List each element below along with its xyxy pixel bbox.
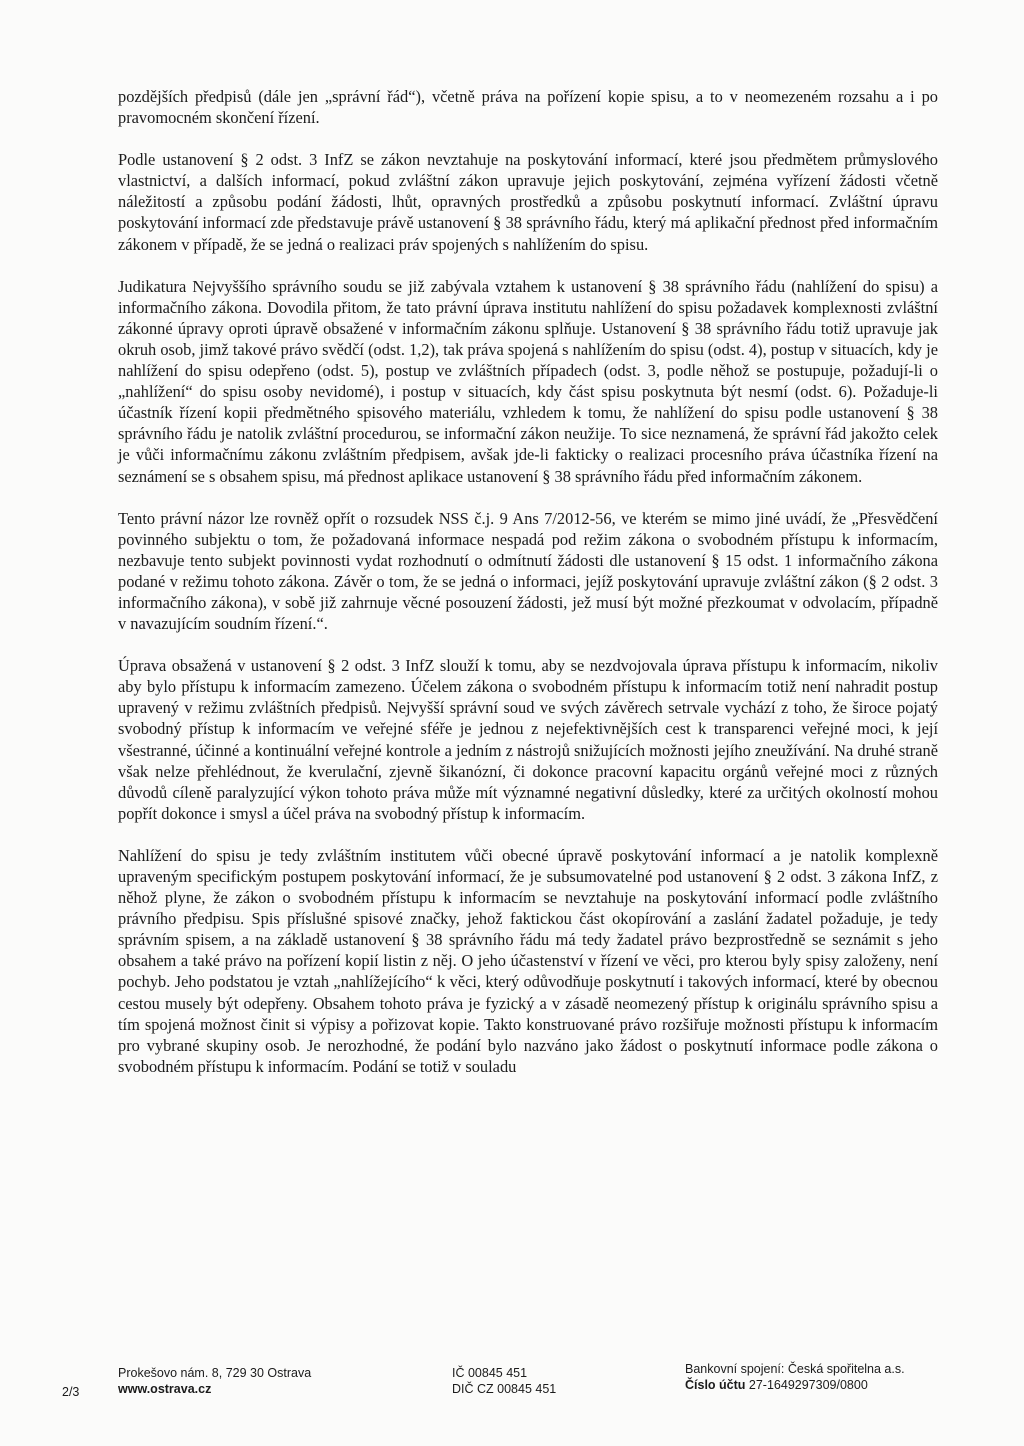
footer-ids bbox=[452, 1365, 556, 1397]
footer-ic: IČ 00845 451 bbox=[452, 1366, 528, 1380]
document-body bbox=[118, 86, 938, 1098]
footer-address-block bbox=[118, 1365, 311, 1397]
footer-account-number: 27-1649297309/0800 bbox=[748, 1378, 868, 1392]
paragraph-6: Nahlížení do spisu je tedy zvláštním institutem vůči obecné úpravě poskytování informací a je natolik komplexně upraveným specifickým postupem poskytování informací, že je subsumovatelné pod ustanovení § 2 odst. 3 zákona InfZ, z něhož plyne, že zákon o svobodném přístupu k informacím se nevztahuje na poskytování informací podle zvláštního právního předpisu. Spis příslušné spisové značky, jehož faktickou část okopírování a zaslání žadatel požaduje, je tedy správním spisem, a na základě ustanovení § 38 správního řádu má tedy žadatel právo bezprostředně se seznámit s jeho obsahem a také právo na pořízení kopií listin z něj. O jeho účastenství v řízení ve věci, pro kterou byly spisy založeny, není pochyb. Jeho podstatou je vztah „nahlížejícího“ k věci, který odůvodňuje poskytnutí i takových informací, které by obecnou cestou musely být odepřeny. Obsahem tohoto práva je fyzický a v zásadě neomezený přístup k originálu správního spisu a tím spojená možnost činit si výpisy a pořizovat kopie. Takto konstruované právo rozšiřuje možnosti přístupu k informacím pro vybrané skupiny osob. Je nerozhodné, že podání bylo nazváno jako žádost o poskytnutí informace podle zákona o svobodném přístupu k informacím. Podání se totiž v souladu bbox=[118, 845, 938, 1076]
paragraph-4: Tento právní názor lze rovněž opřít o rozsudek NSS č.j. 9 Ans 7/2012-56, ve kterém se mimo jiné uvádí, že „Přesvědčení povinného subjektu o tom, že požadovaná informace nespadá pod režim zákona o svobodném přístupu k informacím, nezbavuje tento subjekt povinnosti vydat rozhodnutí o odmítnutí žádosti dle ustanovení § 15 odst. 1 informačního zákona podané v režimu tohoto zákona. Závěr o tom, že se jedná o informaci, jejíž poskytování upravuje zvláštní zákon (§ 2 odst. 3 informačního zákona), v sobě již zahrnuje věcné posouzení žádosti, jež musí být možné přezkoumat v odvolacím, případně v navazujícím soudním řízení.“. bbox=[118, 508, 938, 634]
paragraph-3: Judikatura Nejvyššího správního soudu se již zabývala vztahem k ustanovení § 38 správního řádu (nahlížení do spisu) a informačního zákona. Dovodila přitom, že tato právní úprava institutu nahlížení do spisu požadavek komplexnosti zvláštní zákonné úpravy oproti úpravě obsažené v informačním zákonu splňuje. Ustanovení § 38 správního řádu totiž upravuje jak okruh osob, jimž takové právo svědčí (odst. 1,2), tak práva spojená s nahlížením do spisu (odst. 4), postup v situacích, kdy je nahlížení do spisu odepřeno (odst. 5), postup ve zvláštních případech (odst. 3, podle něhož se postupuje, požadují-li o „nahlížení“ do spisu osoby nevidomé), i postup v situacích, kdy část spisu poskytnuta být nesmí (odst. 6). Požaduje-li účastník řízení kopii předmětného spisového materiálu, vzhledem k tomu, že nahlížení do spisu podle ustanovení § 38 správního řádu je natolik zvláštní procedurou, se informační zákon neužije. To sice neznamená, že správní řád jakožto celek je vůči informačnímu zákonu zvláštním předpisem, avšak jde-li fakticky o realizaci procesního práva účastníka řízení na seznámení se s obsahem spisu, má přednost aplikace ustanovení § 38 správního řádu před informačním zákonem. bbox=[118, 276, 938, 486]
footer-account-label: Číslo účtu bbox=[685, 1378, 746, 1392]
paragraph-2: Podle ustanovení § 2 odst. 3 InfZ se zákon nevztahuje na poskytování informací, které jsou předmětem průmyslového vlastnictví, a dalších informací, pokud zvláštní zákon upravuje jejich poskytování, zejména vyřízení žádosti včetně náležitostí a způsobu podání žádosti, lhůt, opravných prostředků a způsobu poskytnutí informací. Zvláštní úpravu poskytování informací zde představuje právě ustanovení § 38 správního řádu, který má aplikační přednost před informačním zákonem v případě, že se jedná o realizaci práv spojených s nahlížením do spisu. bbox=[118, 150, 938, 254]
footer-dic: DIČ CZ 00845 451 bbox=[452, 1382, 557, 1396]
page-number: 2/3 bbox=[62, 1385, 80, 1399]
footer-account bbox=[685, 1377, 905, 1393]
footer-bank-block bbox=[685, 1361, 905, 1393]
footer-website: www.ostrava.cz bbox=[118, 1382, 212, 1396]
footer-bank: Bankovní spojení: Česká spořitelna a.s. bbox=[685, 1362, 905, 1376]
paragraph-1: pozdějších předpisů (dále jen „správní řád“), včetně práva na pořízení kopie spisu, a to v neomezeném rozsahu a i po pravomocném skončení řízení. bbox=[118, 87, 938, 128]
footer-address: Prokešovo nám. 8, 729 30 Ostrava bbox=[118, 1366, 312, 1380]
paragraph-5: Úprava obsažená v ustanovení § 2 odst. 3 InfZ slouží k tomu, aby se nezdvojovala úprava přístupu k informacím, nikoliv aby bylo přístupu k informacím zamezeno. Účelem zákona o svobodném přístupu k informacím totiž není nahradit postup upravený v režimu zvláštních předpisů. Nejvyšší správní soud ve svých závěrech setrvale vychází z toho, že široce pojatý svobodný přístup k informacím ve veřejné sféře je jednou z nejefektivnějších cest k transparenci veřejné moci, k její všestranné, účinné a kontinuální veřejné kontrole a jedním z nástrojů snižujících možnosti jejího zneužívání. Na druhé straně však nelze přehlédnout, že kverulační, zjevně šikanózní, či dokonce pracovní kapacitu orgánů veřejné moci z různých důvodů cíleně paralyzující výkon tohoto práva může mít významné negativní důsledky, které za určitých okolností mohou popřít dokonce i smysl a účel práva na svobodný přístup k informacím. bbox=[118, 656, 938, 823]
